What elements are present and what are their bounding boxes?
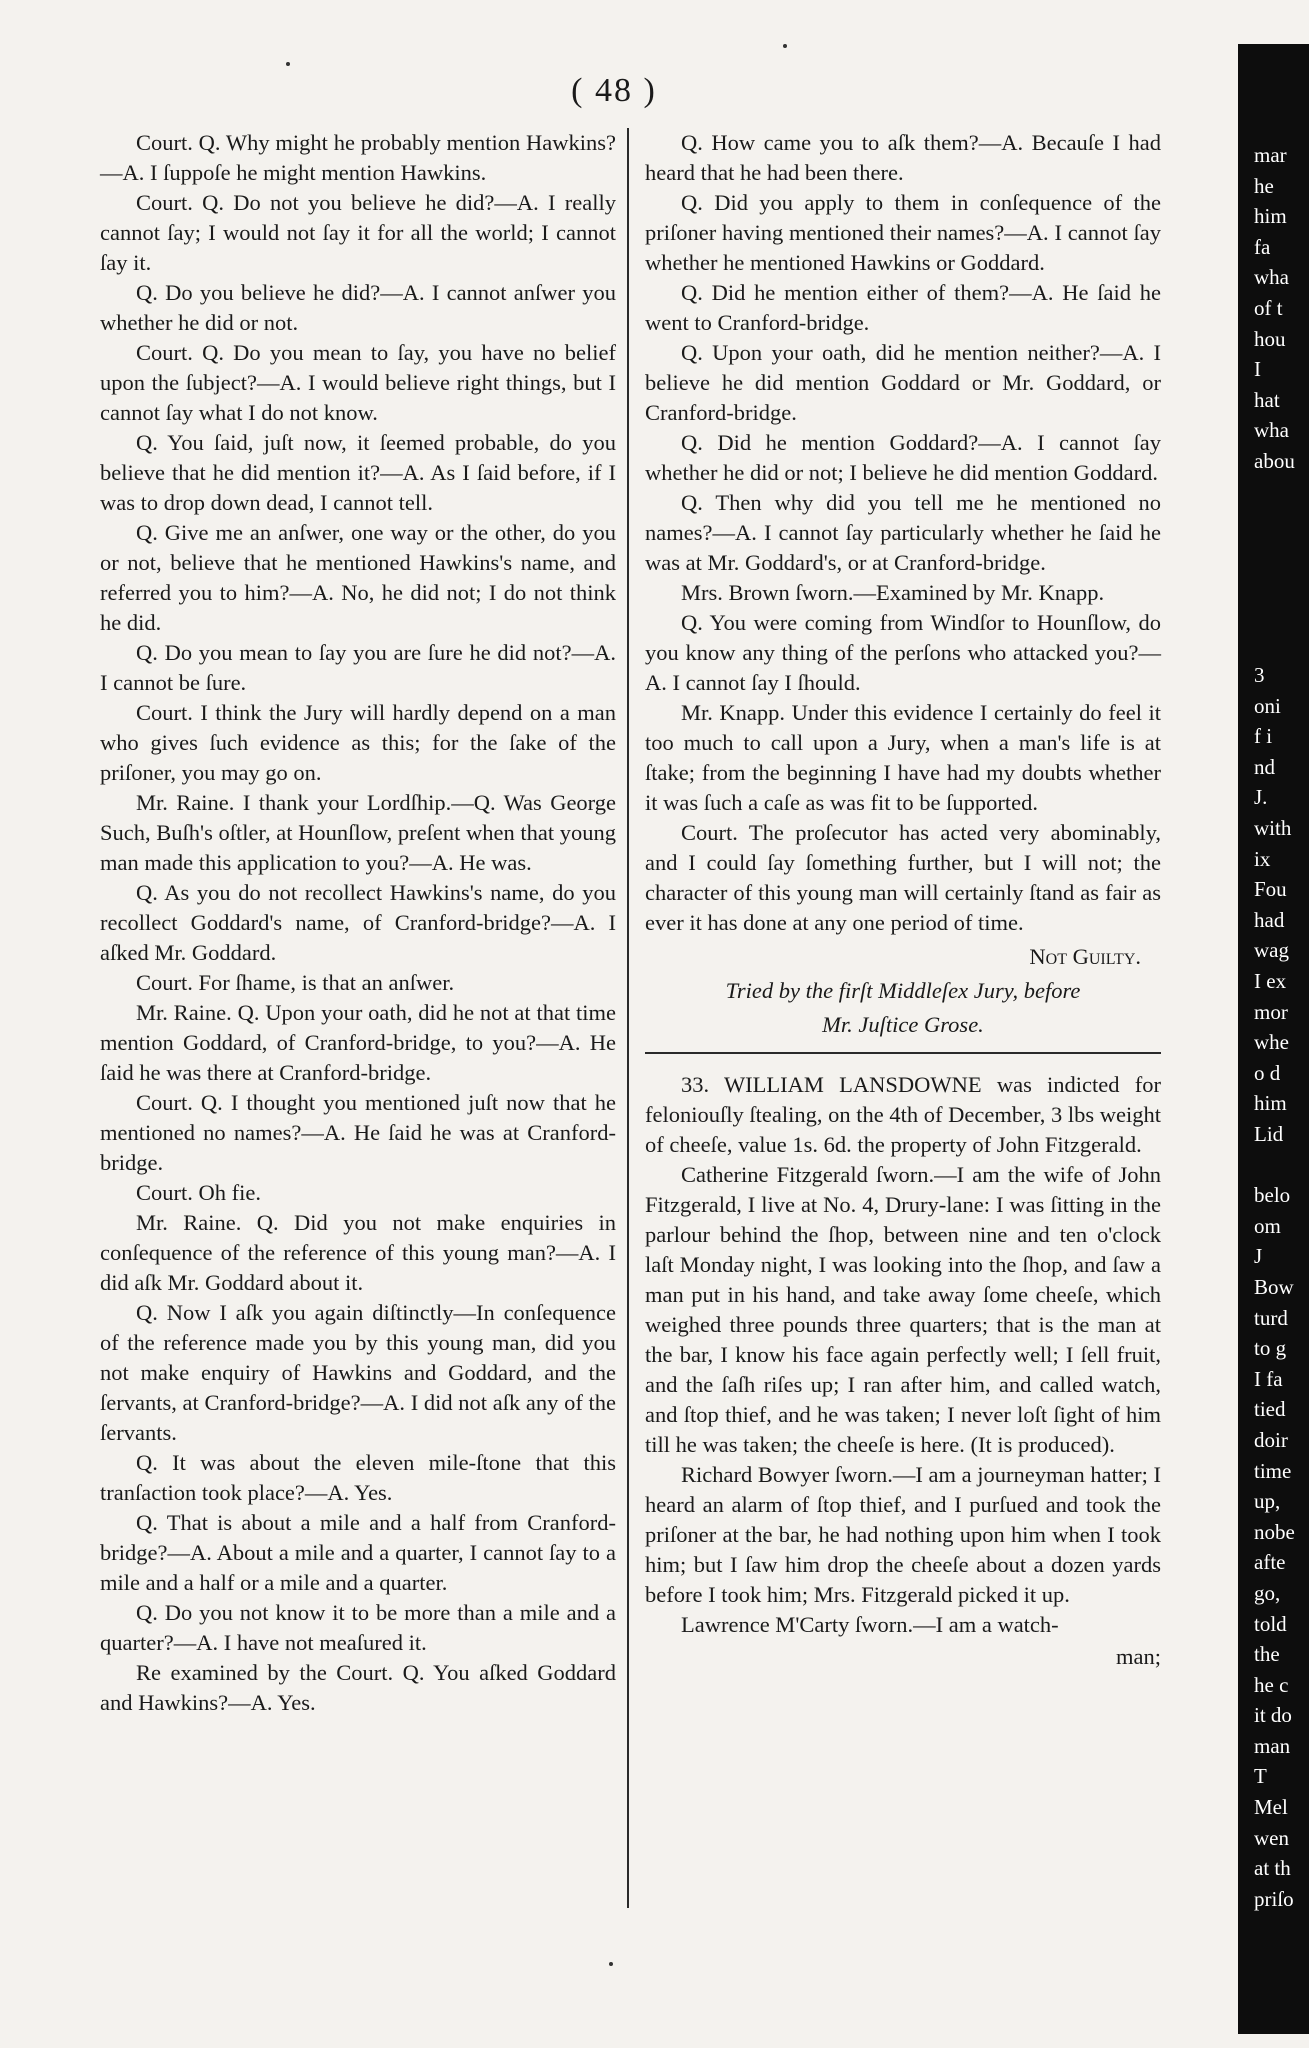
right-para: Court. The proſecutor has acted very abominably, and I could ſay ſomething further, but I will not; the character of this young man will certainly ſtand as fair as ever it has done at any one period of time. bbox=[645, 820, 1161, 935]
ink-speck bbox=[783, 44, 787, 48]
left-para: Q. Do you not know it to be more than a mile and a quarter?—A. I have not meaſured it. bbox=[100, 1600, 616, 1655]
page-number: ( 48 ) bbox=[571, 72, 657, 109]
verdict: Not Guilty. bbox=[1029, 944, 1141, 969]
left-para: Court. Oh fie. bbox=[136, 1180, 261, 1205]
case-heading: 33. WILLIAM LANSDOWNE was indicted for feloniouſly ſtealing, on the 4th of December, 3 lbs weight of cheeſe, value 1s. 6d. the property of John Fitzgerald. bbox=[645, 1072, 1161, 1157]
left-para: Q. That is about a mile and a half from Cranford-bridge?—A. About a mile and a quarter, I cannot ſay to a mile and a half or a mile and a quarter. bbox=[100, 1510, 616, 1595]
right-para: Q. Did he mention Goddard?—A. I cannot ſay whether he did or not; I believe he did mention Goddard. bbox=[645, 430, 1161, 485]
tried-line: Tried by the firſt Middleſex Jury, before bbox=[725, 978, 1081, 1003]
right-para: Q. Upon your oath, did he mention neither?—A. I believe he did mention Goddard or Mr. Goddard, or Cranford-bridge. bbox=[645, 340, 1161, 425]
left-para: Mr. Raine. Q. Did you not make enquiries in conſequence of the reference of this young man?—A. I did aſk Mr. Goddard about it. bbox=[100, 1210, 616, 1295]
right-para: Catherine Fitzgerald ſworn.—I am the wife of John Fitzgerald, I live at No. 4, Drury-lane: I was ſitting in the parlour behind the ſhop, between nine and ten o'clock laſt Monday night, I was looking into the ſhop, and ſaw a man put in his hand, and take away ſome cheeſe, which weighed three pounds three quarters; that is the man at the bar, I know his face again perfectly well; I ſell fruit, and the ſaſh riſes up; I ran after him, and called watch, and ſtop thief, and he was taken; I never loſt ſight of him till he was taken; the cheeſe is here. (It is produced). bbox=[645, 1162, 1161, 1457]
left-para: Court. Q. Do you mean to ſay, you have no belief upon the ſubject?—A. I would believe right things, but I cannot ſay what I do not know. bbox=[100, 340, 616, 425]
left-para: Court. I think the Jury will hardly depend on a man who gives ſuch evidence as this; for the ſake of the priſoner, you may go on. bbox=[100, 700, 616, 785]
witness-heading: Mrs. Brown ſworn.—Examined by Mr. Knapp. bbox=[681, 580, 1105, 605]
left-para: Court. Q. Do not you believe he did?—A. I really cannot ſay; I would not ſay it for all the world; I cannot ſay it. bbox=[100, 190, 616, 275]
left-para: Re examined by the Court. Q. You aſked Goddard and Hawkins?—A. Yes. bbox=[100, 1660, 616, 1715]
left-para: Mr. Raine. I thank your Lordſhip.—Q. Was George Such, Buſh's oſtler, at Hounſlow, preſent when that young man made this application to you?—A. He was. bbox=[100, 790, 616, 875]
right-column bbox=[645, 128, 1161, 1672]
judge-line: Mr. Juſtice Grose. bbox=[822, 1012, 984, 1037]
right-para: Q. How came you to aſk them?—A. Becauſe I had heard that he had been there. bbox=[645, 130, 1161, 185]
left-para: Q. Give me an anſwer, one way or the other, do you or not, believe that he mentioned Hawkins's name, and referred you to him?—A. No, he did not; I do not think he did. bbox=[100, 520, 616, 635]
left-para: Q. As you do not recollect Hawkins's name, do you recollect Goddard's name, of Cranford-bridge?—A. I aſked Mr. Goddard. bbox=[100, 880, 616, 965]
right-para: Q. Did you apply to them in conſequence of the priſoner having mentioned their names?—A. I cannot ſay whether he mentioned Hawkins or Goddard. bbox=[645, 190, 1161, 275]
catchword: man; bbox=[1116, 1644, 1161, 1669]
left-para: Q. Do you mean to ſay you are ſure he did not?—A. I cannot be ſure. bbox=[100, 640, 616, 695]
next-page-edge-text: mar he him fa wha of t hou I hat wha abou 3 oni f i nd J. with ix Fou had wag I ex mor whe o d him Lid belo om J Bow turd to g I fa tied doir time up, nobe afte go, told the he c it do man T Mel wen at th priſo bbox=[1254, 143, 1295, 1911]
ink-speck bbox=[286, 62, 290, 66]
left-para: Mr. Raine. Q. Upon your oath, did he not at that time mention Goddard, of Cranford-bridge, to you?—A. He ſaid he was there at Cranford-bridge. bbox=[100, 1000, 616, 1085]
left-para: Q. Now I aſk you again diſtinctly—In conſequence of the reference made you by this young man, did you not make enquiry of Hawkins and Goddard, and the ſervants, at Cranford-bridge?—A. I did not aſk any of the ſervants. bbox=[100, 1300, 616, 1445]
left-para: Q. You ſaid, juſt now, it ſeemed probable, do you believe that he did mention it?—A. As I ſaid before, if I was to drop down dead, I cannot tell. bbox=[100, 430, 616, 515]
left-para: Court. For ſhame, is that an anſwer. bbox=[136, 970, 455, 995]
ink-speck bbox=[609, 1962, 613, 1966]
left-para: Court. Q. I thought you mentioned juſt now that he mentioned no names?—A. He ſaid he was at Cranford-bridge. bbox=[100, 1090, 616, 1175]
column-divider bbox=[627, 128, 629, 1908]
right-para: Q. Then why did you tell me he mentioned no names?—A. I cannot ſay particularly whether he ſaid he was at Mr. Goddard's, or at Cranford-bridge. bbox=[645, 490, 1161, 575]
right-para: Q. You were coming from Windſor to Hounſlow, do you know any thing of the perſons who attacked you?—A. I cannot ſay I ſhould. bbox=[645, 610, 1161, 695]
left-para: Court. Q. Why might he probably mention Hawkins?—A. I ſuppoſe he might mention Hawkins. bbox=[100, 130, 616, 185]
right-para: Q. Did he mention either of them?—A. He ſaid he went to Cranford-bridge. bbox=[645, 280, 1161, 335]
right-para: Lawrence M'Carty ſworn.—I am a watch- bbox=[681, 1612, 1059, 1637]
left-column bbox=[100, 128, 616, 1718]
left-para: Q. It was about the eleven mile-ſtone that this tranſaction took place?—A. Yes. bbox=[100, 1450, 616, 1505]
right-para: Mr. Knapp. Under this evidence I certainly do feel it too much to call upon a Jury, when a man's life is at ſtake; from the beginning I have had my doubts whether it was ſuch a caſe as was fit to be ſupported. bbox=[645, 700, 1161, 815]
left-para: Q. Do you believe he did?—A. I cannot anſwer you whether he did or not. bbox=[100, 280, 616, 335]
right-para: Richard Bowyer ſworn.—I am a journeyman hatter; I heard an alarm of ſtop thief, and I purſued and took the priſoner at the bar, he had nothing upon him when I took him; but I ſaw him drop the cheeſe about a dozen yards before I took him; Mrs. Fitzgerald picked it up. bbox=[645, 1462, 1161, 1607]
section-divider bbox=[645, 1052, 1161, 1054]
